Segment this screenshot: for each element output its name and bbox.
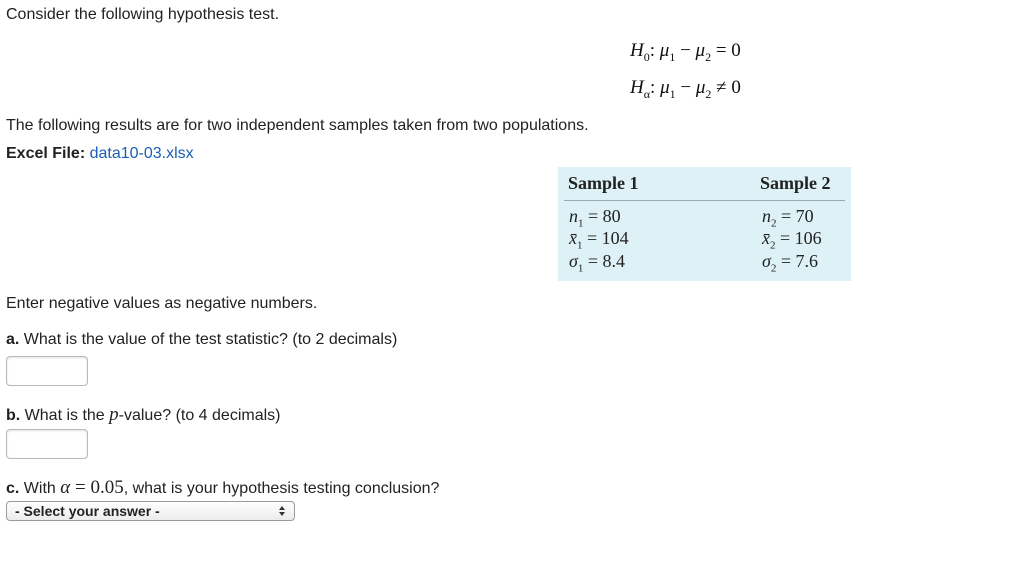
xbar2-eq: = (775, 228, 795, 248)
h0-mu2: μ (695, 40, 706, 61)
alternative-hypothesis (630, 77, 741, 102)
question-b-text-after: -value? (to 4 decimals) (118, 407, 281, 424)
sigma2-eq: = (776, 251, 796, 271)
n2-sym: n (762, 206, 771, 226)
n1-eq: = (583, 206, 603, 226)
h0-mu1-sub: 1 (669, 49, 676, 64)
ha-mu1: μ (660, 77, 670, 98)
h0-symbol: H (630, 40, 644, 61)
n2-eq: = (776, 206, 796, 226)
question-a-letter: a. (6, 331, 20, 348)
xbar1-val: 104 (601, 228, 629, 248)
sigma1-sym: σ (569, 251, 578, 271)
n1-sym: n (569, 206, 578, 226)
question-b-text-before: What is the (20, 407, 110, 424)
h0-relation: = (715, 40, 727, 61)
instruction-text: Enter negative values as negative numbers. (6, 295, 318, 312)
updown-chevron-icon (278, 505, 286, 517)
question-c (6, 477, 439, 499)
xbar2-sym: x̄ (762, 228, 770, 248)
question-b-letter: b. (6, 407, 21, 424)
ha-minus: − (680, 77, 692, 98)
ha-mu2-sub: 2 (705, 86, 712, 101)
alpha-value: 0.05 (90, 477, 124, 498)
intro-text: Consider the following hypothesis test. (6, 6, 280, 23)
ha-mu2: μ (695, 77, 706, 98)
description-text: The following results are for two independent samples taken from two populations. (6, 117, 589, 134)
h0-colon: : (649, 40, 656, 61)
sigma1-sub: 1 (577, 262, 584, 275)
sample-1-header: Sample 1 (568, 173, 639, 193)
sigma1-eq: = (583, 251, 603, 271)
sample-2-sigma (762, 251, 818, 279)
sample-data-table (558, 167, 851, 281)
null-hypothesis (630, 40, 741, 65)
conclusion-select-value: - Select your answer - (15, 503, 160, 519)
conclusion-select[interactable] (6, 501, 295, 521)
table-divider (564, 200, 845, 201)
excel-file-link[interactable]: data10-03.xlsx (89, 145, 194, 162)
h0-sub: 0 (643, 49, 650, 64)
h0-value: 0 (731, 40, 741, 61)
sigma2-val: 7.6 (795, 251, 819, 271)
xbar2-sub: 2 (770, 239, 776, 252)
ha-value: 0 (731, 77, 741, 98)
excel-file-line (6, 145, 194, 163)
question-a (6, 331, 397, 349)
question-c-text-after: , what is your hypothesis testing conclusion? (123, 480, 440, 497)
xbar2-val: 106 (794, 228, 822, 248)
question-b (6, 404, 280, 426)
p-value-input[interactable] (6, 429, 88, 459)
sigma2-sym: σ (762, 251, 771, 271)
ha-colon: : (650, 77, 656, 98)
excel-file-label: Excel File: (6, 145, 86, 162)
xbar1-eq: = (582, 228, 602, 248)
ha-mu1-sub: 1 (669, 86, 676, 101)
n2-val: 70 (795, 206, 814, 226)
sigma2-sub: 2 (770, 262, 777, 275)
alpha-eq: = (70, 477, 91, 498)
h0-minus: − (680, 40, 691, 61)
question-c-text-before: With (19, 480, 61, 497)
sample-2-header: Sample 2 (760, 173, 831, 193)
p-variable: p (109, 404, 119, 425)
ha-sub: α (643, 86, 651, 101)
question-a-text: What is the value of the test statistic? (to 2 decimals) (19, 331, 398, 348)
question-c-letter: c. (6, 480, 20, 497)
ha-symbol: H (630, 77, 644, 98)
n1-sub: 1 (578, 217, 584, 230)
h0-mu2-sub: 2 (705, 49, 712, 64)
test-statistic-input[interactable] (6, 356, 88, 386)
xbar1-sym: x̄ (569, 228, 577, 248)
sample-1-sigma (569, 251, 625, 279)
alpha-symbol: α (60, 477, 71, 498)
sigma1-val: 8.4 (602, 251, 626, 271)
h0-mu1: μ (659, 40, 670, 61)
n2-sub: 2 (771, 217, 777, 230)
n1-val: 80 (602, 206, 621, 226)
xbar1-sub: 1 (577, 239, 583, 252)
ha-relation: ≠ (716, 77, 727, 98)
